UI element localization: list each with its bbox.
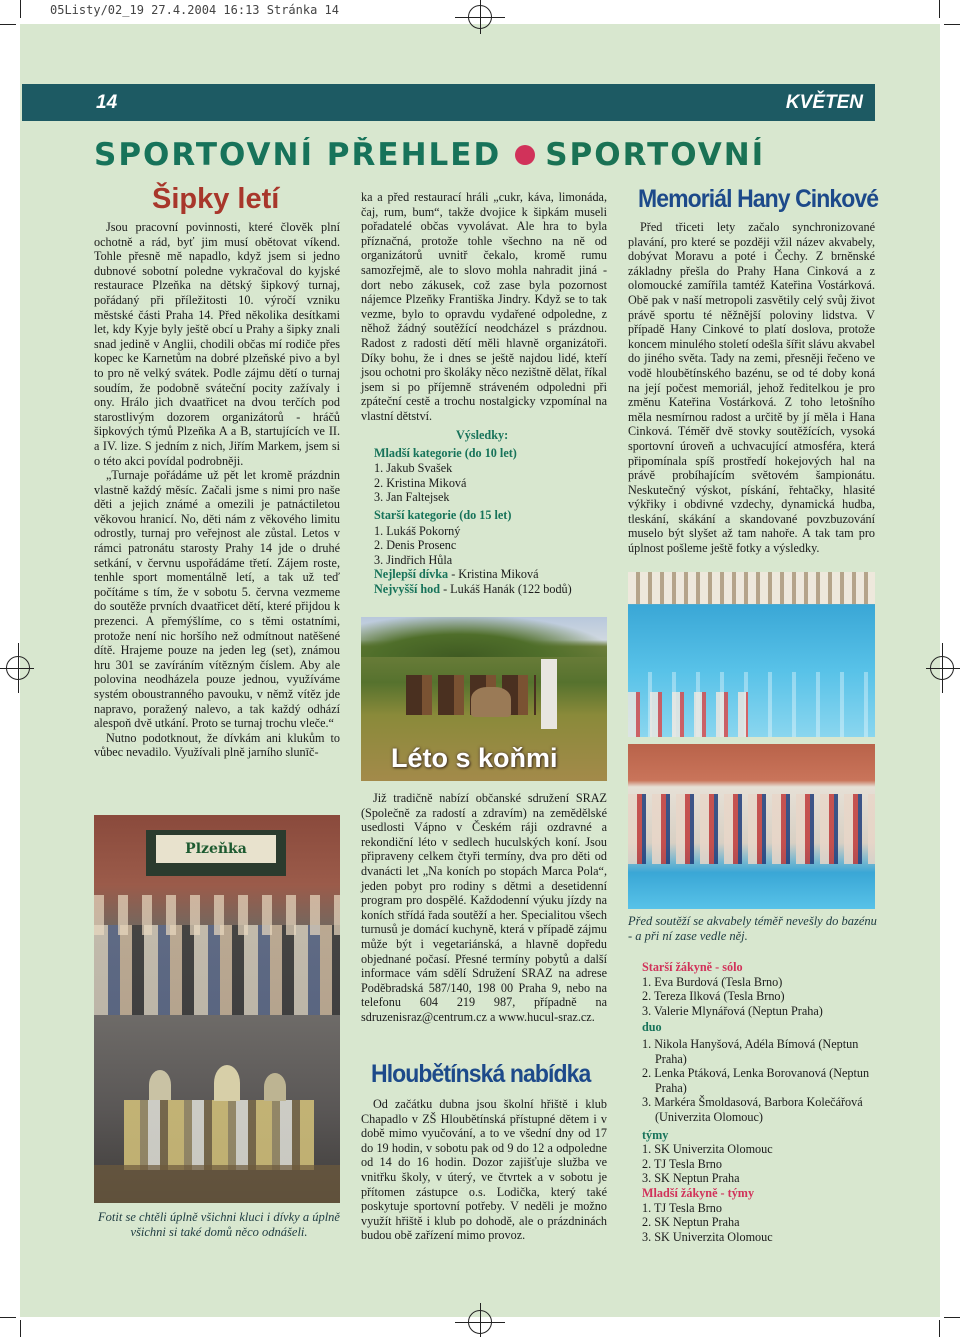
section-title xyxy=(94,137,878,173)
results-heading: Výsledky: xyxy=(456,428,509,442)
photo-children-group xyxy=(94,815,340,1015)
results-item: 2. Denis Prosenc xyxy=(374,538,457,553)
registration-mark xyxy=(0,668,34,669)
photo-caption-sipky: Fotit se chtěli úplně všichni kluci i dívky a úplně všichni si také domů něco odnášeli. xyxy=(98,1210,340,1239)
crop-mark xyxy=(944,1317,960,1318)
sipky-results xyxy=(374,428,614,597)
registration-mark xyxy=(926,668,960,669)
results-item: 3. Valerie Mlynářová (Neptun Praha) xyxy=(642,1003,823,1018)
photo-trophies xyxy=(94,1015,340,1203)
results-category: týmy xyxy=(642,1127,669,1142)
crop-mark xyxy=(939,1320,940,1337)
results-item: 3. Jan Faltejsek xyxy=(374,490,450,505)
photo-caption-memorial: Před soutěží se akvabely téměř nevešly do bazénu - a při ní zase vedle něj. xyxy=(628,914,877,943)
best-girl-value: - Kristina Miková xyxy=(448,567,539,582)
month-label: KVĚTEN xyxy=(785,92,863,113)
photo-horses xyxy=(361,617,607,781)
paragraph: Jsou pracovní povinnosti, které člověk plní ochotně a rád, byť jim musí obětovat víkend. Tohle přesně mě napadlo, když jsem si jedno dubnové sobotní poledne vykračoval do kyjské restaurace Plzeňka na dětský šipkový turnaj, pořádaný při příležitosti 10. výročí vzniku městské části Praha 14. Před několika desítkami let, kdy Kyje byly ještě obcí u Prahy a šipky znali snad jedině v Anglii, chodili občas mí rodiče přes kopec ke Karnetům na dobré plzeňské pivo a byl to pro ně velký svátek. Podle zájmu dětí o turnaj soudím, že podobně sváteční pocity zažívaly i ony. Hrálo jich dvaatřicet na dvou terčích pod starostlivým dozorem organizátorů - hráčů šipkových týmů Plzeňka A a B, startujících ve II. a IV. lize. S jedním z nich, Jiřím Markem, jsem si o této akci povídal podrobněji. xyxy=(94,220,340,468)
article-sipky-column-2 xyxy=(361,190,607,424)
results-item: 1. TJ Tesla Brno xyxy=(642,1200,722,1215)
article-sipky-column-1 xyxy=(94,220,340,760)
results-item: 2. Kristina Miková xyxy=(374,475,467,490)
photo-pool-swimmers xyxy=(628,572,875,737)
results-item: 2. Lenka Ptáková, Lenka Borovanová (Neptun Praha) xyxy=(642,1066,870,1095)
results-item: 3. SK Univerzita Olomouc xyxy=(642,1229,773,1244)
results-category: duo xyxy=(642,1020,662,1035)
results-category: Starší kategorie (do 15 let) xyxy=(374,507,512,522)
bullet-dot-icon xyxy=(515,145,535,165)
registration-mark xyxy=(942,643,943,693)
paragraph: Již tradičně nabízí občanské sdružení SRAZ (Společně za radostí a zdravím) na zemědělské usedlosti Vápno v Českém ráji ozdravné a rekondiční léto v sedlech huculských koní. Jsou připraveny celkem čtyři termíny, dva pro děti od dvanácti let „Na koních po stopách Marca Pola“, jeden pobyt pro rodiny s dětmi a desetidenní program pro dospělé. Každodenní výuku jízdy na koních střídá řada soutěží a her. Specialitou všech turnusů je domácí kuchyně, která v případě zájmu může být i vegetariánská, a hlavně dopředu objednané počasí. Přesné termíny pobytů a další informace vám sdělí Sdružení SRAZ na adrese Poděbradská 587/140, 198 00 Praha 9, nebo na telefonu 604 219 987, případně na sdruzenisraz@centrum.cz a www.hucul-sraz.cz. xyxy=(361,791,607,1024)
crop-mark xyxy=(20,0,21,18)
article-leto-text xyxy=(361,791,607,1025)
crop-mark xyxy=(0,24,16,25)
paragraph: Před třiceti lety začalo synchronizované plavání, pro které se později vžil název akvabely, dobývat Moravu a poté i Čechy. Z brněnské základny přešla do Prahy Hana Cinková a z olomoucké zamířila tamtéž Kateřina Vostárková. Obě pak v naší metropoli zasvětily celý svůj život právě sportu té něžnější poloviny lidstva. V případě Hany Cinkové to platí doslova, protože koncem minulého století odešla šířit slávu akvabel do jiného světa. Tady na zemi, přesněji řečeno ve vodě hloubětínského bazénu, se od té doby koná na její počest memoriál, jehož ředitelkou je pro změnu Kateřina Vostárková. Z toho letošního měla nesmírnou radost a určitě by jí měla i Hana Cinková. Téměř dvě stovky soutěžících, vysoká sportovní úroveň a uchvacující atmosféra, která připomínala spíš prostředí hokejových hal na právě probíhajícím světovém šampionátu. Neskutečný výskot, pískání, řehtačky, hlasité výkřiky i obdivné vzdechy, dynamická hudba, tleskání, skákání a skandované povzbuzování muselo být slyšet až tam nahoře. A tak tam pro úplnost pošleme ještě fotky a výsledky. xyxy=(628,220,875,556)
page-header-bar xyxy=(22,84,875,121)
paragraph: ka a před restaurací hráli „cukr, káva, limonáda, čaj, rum, bum“, takže dvojice k šipkám museli pořadatelé občas vyvolávat. Ale hra to byla příznačná, protože tohle všechno na ně od organizátorů uvnitř čekalo, kromě rumu samozřejmě, ale to slovo mohla nahradit jiná - dort nebo zákusek, což zase byla pozornost nájemce Plzeňky Františka Jindry. Když se to tak vezme, bylo to opravdu vydařené odpoledne, z něhož žádný soutěžící neodcházel s prázdnou. Radost z radosti dětí měli hlavně organizátoři. Díky bohu, že i dnes se ještě najdou lidé, kteří jsou ochotni pro školáky něco nezištně dělat, říkal jsem si po příjemně stráveném odpoledni při zpáteční cestě a trochu nostalgicky vzpomínal na vlastní dětství. xyxy=(361,190,607,423)
results-item: 2. Tereza Ilková (Tesla Brno) xyxy=(642,989,785,1004)
paragraph: „Turnaje pořádáme už pět let kromě prázdnin vlastně každý měsíc. Začali jsme s nimi pro naše děti a jejich známé a omezili je patnáctiletou věkovou hranicí. No, děti nám z věkového limitu odrostly, turnaj pro veřejnost ale zůstal. Letos v rámci patronátu starosty Prahy 14 jde o druhé setkání, v červnu uspořádáme třetí. Zájem roste, tenhle sport momentálně letí, a tak už teď počítáme s tím, že v sobotu 5. června vezmeme do soutěže prvních dvaatřicet dětí, které přijdou k prezenci. A přemýšlíme, co s těmi ostatními, protože není nic horšího než odmítnout natěšené dítě. Hrajeme pouze na jeden leg (set), známou hru 301 se zavíráním vítězným číslem. Aby ale polovina neodházela pouze jednou, využíváme systém oboustranného pavouku, v němž vítěz jde napravo, poražený nalevo, a tak každý odhází alespoň dvě utkání. Proto se turnaj trochu vleče.“ xyxy=(94,468,340,731)
article-title-sipky: Šipky letí xyxy=(152,183,280,215)
page-number: 14 xyxy=(96,92,118,113)
article-title-hloubetin: Hloubětínská nabídka xyxy=(371,1060,591,1088)
results-item: 1. Nikola Hanyšová, Adéla Bímová (Neptun Praha) xyxy=(642,1036,859,1066)
best-throw-label: Nejvyšší hod xyxy=(374,581,441,596)
article-memorial-text xyxy=(628,220,875,556)
paragraph: Od začátku dubna jsou školní hřiště i klub Chapadlo v ZŠ Hloubětínská přístupné dětem i v době mimo vyučování, a to ve všední dny od 17 do 19 hodin, v sobotu pak od 9 do 12 a odpoledne od 14 do 16 hodin. Dozor zajišťuje služba ve vnitřku školy, v úterý, ve čtvrtek a v sobotu je přítomen zástupce o.s. Lodička, který také poskytuje sportovní potřeby. V neděli je možno využít hřiště i klub po dohodě, ale o prázdninách budou obě zařízení mimo provoz. xyxy=(361,1097,607,1243)
results-item: 1. Lukáš Pokorný xyxy=(374,523,461,538)
crop-mark xyxy=(939,0,940,18)
results-item: 1. Jakub Svašek xyxy=(374,461,453,476)
registration-mark xyxy=(480,0,481,34)
photo-pool-team xyxy=(628,744,875,909)
article-hloubetin-text xyxy=(361,1097,607,1243)
article-title-leto: Léto s koňmi xyxy=(391,743,558,773)
best-girl-label: Nejlepší dívka xyxy=(374,567,449,582)
memorial-results xyxy=(642,960,878,1244)
results-category: Starší žákyně - sólo xyxy=(642,960,743,974)
crop-mark xyxy=(0,1317,16,1318)
crop-mark xyxy=(944,24,960,25)
results-item: 3. Markéra Šmoldasová, Barbora Kolečářová (Univerzita Olomouc) xyxy=(642,1095,863,1124)
results-item: 2. SK Neptun Praha xyxy=(642,1215,740,1230)
results-item: 2. TJ Tesla Brno xyxy=(642,1156,722,1171)
print-slug: 05Listy/02_19 27.4.2004 16:13 Stránka 14 xyxy=(50,3,339,17)
registration-mark xyxy=(480,1303,481,1337)
paragraph: Nutno podotknout, že dívkám ani klukům to vůbec nevadilo. Využívali plně jarního slunīč- xyxy=(94,730,340,760)
results-item: 3. SK Neptun Praha xyxy=(642,1171,740,1186)
photo-sign-label: Plzeňka xyxy=(156,835,276,863)
results-item: 1. SK Univerzita Olomouc xyxy=(642,1142,773,1157)
section-title-main: SPORTOVNÍ PŘEHLED xyxy=(94,137,502,173)
best-throw-value: - Lukáš Hanák (122 bodů) xyxy=(440,581,572,596)
results-category: Mladší kategorie (do 10 let) xyxy=(374,445,517,460)
registration-mark xyxy=(18,643,19,693)
results-item: 1. Eva Burdová (Tesla Brno) xyxy=(642,974,783,989)
section-title-repeat: SPORTOVNÍ xyxy=(545,137,766,173)
crop-mark xyxy=(20,1320,21,1337)
article-title-memorial: Memoriál Hany Cinkové xyxy=(638,185,879,213)
results-item: 3. Jindřich Hůla xyxy=(374,552,453,567)
results-category: Mladší žákyně - týmy xyxy=(642,1185,755,1200)
